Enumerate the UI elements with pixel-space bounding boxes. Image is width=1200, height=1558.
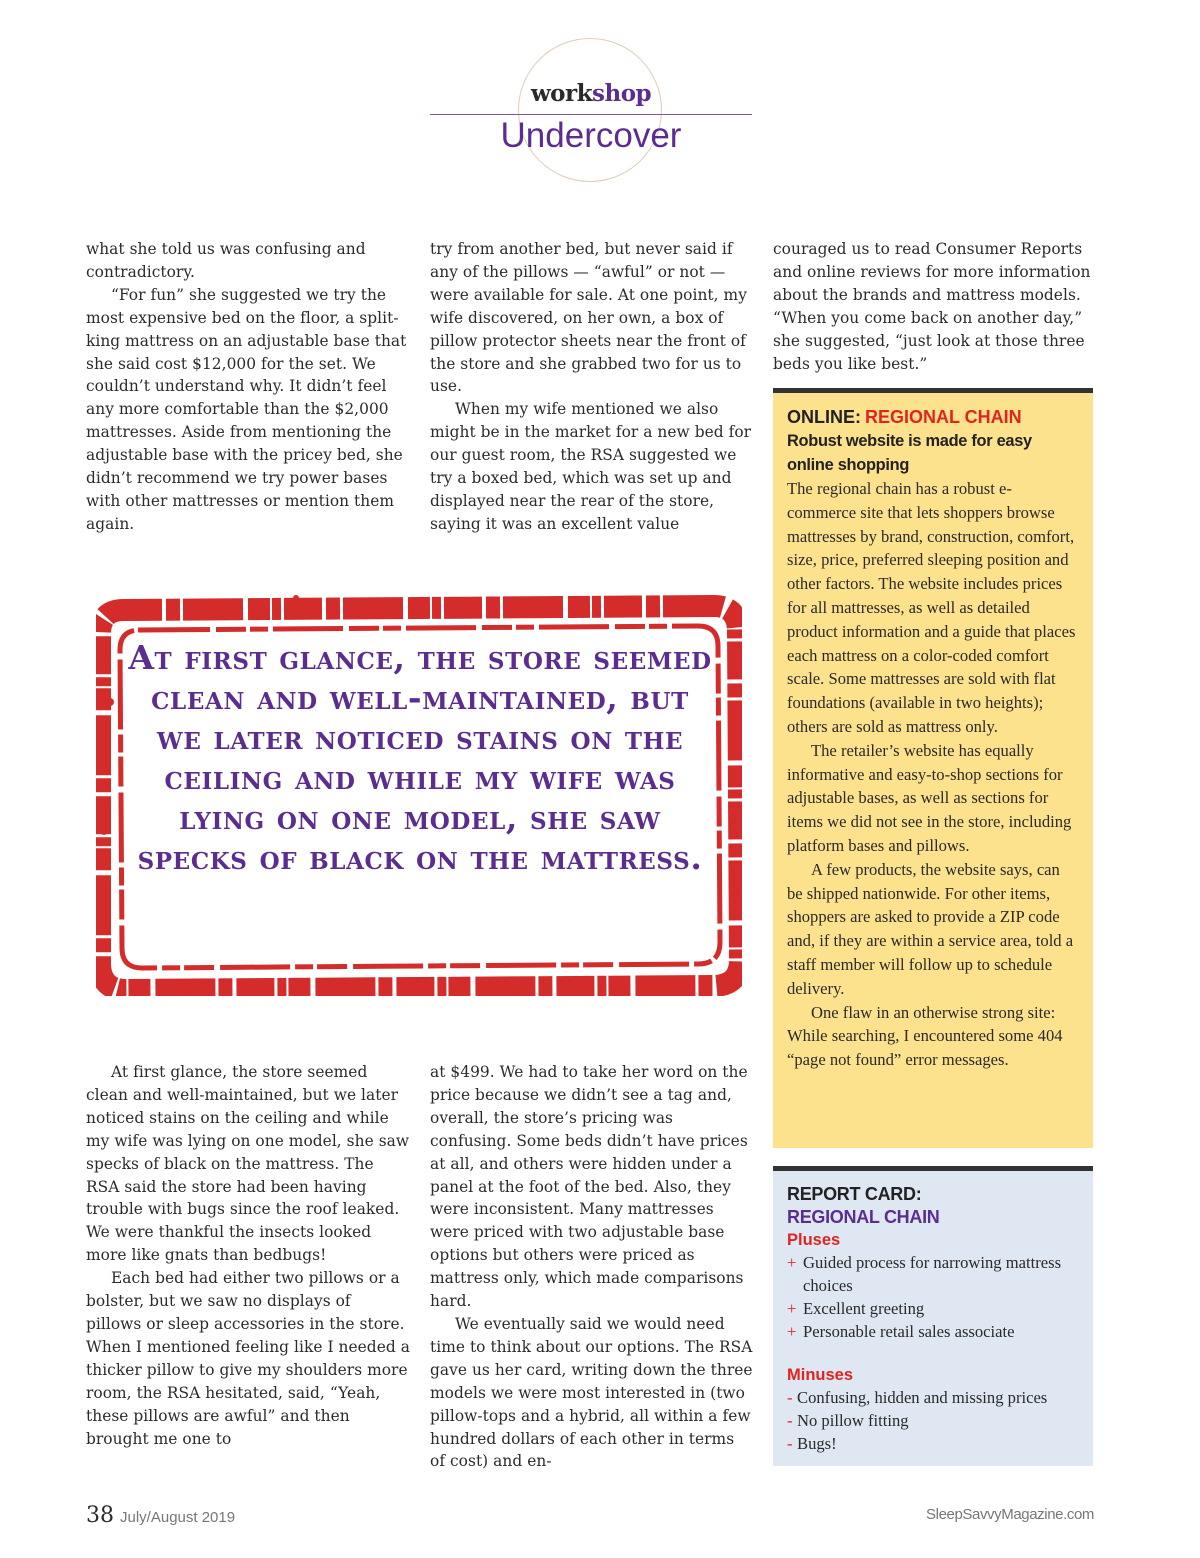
section-title: Undercover — [500, 116, 682, 155]
page-number: 38 — [86, 1503, 114, 1528]
plus-text: Guided process for narrowing mattress choices — [803, 1253, 1062, 1295]
paragraph: We eventually said we would need time to think about our options. The RSA gave us her card, writing down the three models we were most interested in (two pillow-tops and a hybrid, all within a few hundred dollars of each other in terms of cost) and en- — [430, 1314, 753, 1471]
pull-quote: At first glance, the store seemed clean and well-maintained, but we later noticed stains on the ceiling and while my wife was lying on one model, she saw specks of black on the mattress. — [128, 638, 712, 877]
online-sidebar — [773, 388, 1093, 1148]
issue-date: July/August 2019 — [120, 1509, 236, 1526]
section-kicker — [430, 80, 752, 107]
paragraph: try from another bed, but never said if any of the pillows — “awful” or not — were available for sale. At one point, my wife discovered, on her own, a box of pillow protector sheets near the front of the store and she grabbed two for us to use. — [430, 240, 747, 396]
minus-marker: - — [787, 1388, 793, 1407]
paragraph: At first glance, the store seemed clean and well-maintained, but we later noticed stains on the ceiling and while my wife was lying on one model, she saw specks of black on the mattress. The RSA said the store had been having trouble with bugs since the roof leaked. We were thankful the insects looked more like gnats than bedbugs! — [86, 1063, 410, 1265]
paragraph: what she told us was confusing and contradictory. — [86, 240, 366, 281]
paragraph: couraged us to read Consumer Reports and online reviews for more information about the brands and mattress models. “When you come back on another day,” she suggested, “just look at those three beds you like best.” — [773, 240, 1091, 373]
report-card-title: REPORT CARD: — [787, 1184, 922, 1204]
sidebar-paragraph: A few products, the website says, can be shipped nationwide. For other items, shoppers are asked to provide a ZIP code and, if they are within a service area, told a staff member will follow up to schedule delivery. — [787, 859, 1074, 998]
paragraph: When my wife mentioned we also might be in the market for a new bed for our guest room, the RSA suggested we try a boxed bed, which was set up and displayed near the rear of the store, saying it was an excellent value — [430, 400, 752, 533]
report-card — [773, 1166, 1093, 1466]
plus-text: Personable retail sales associate — [803, 1322, 1015, 1341]
minus-item — [787, 1386, 1079, 1409]
paragraph: Each bed had either two pillows or a bolster, but we saw no displays of pillows or sleep accessories in the store. When I mentioned feeling like I needed a thicker pillow to give my shoulders more room, the RSA hesitated, said, “Yeah, these pillows are awful” and then brought me one to — [86, 1269, 410, 1448]
column-3-top — [773, 238, 1095, 375]
report-card-subtitle: REGIONAL CHAIN — [787, 1207, 940, 1227]
minus-text: Confusing, hidden and missing prices — [797, 1388, 1048, 1407]
plus-text: Excellent greeting — [803, 1299, 925, 1318]
sidebar-label-accent: REGIONAL CHAIN — [865, 407, 1022, 427]
sidebar-subhead: Robust website is made for easy online shopping — [787, 432, 1032, 474]
kicker-plain: work — [530, 80, 593, 107]
column-2-bottom — [430, 1061, 754, 1473]
header-circle-ornament — [518, 38, 662, 182]
minus-item — [787, 1432, 1079, 1455]
plus-marker: + — [787, 1322, 797, 1341]
plus-item — [787, 1320, 1079, 1343]
paragraph: at $499. We had to take her word on the price because we didn’t see a tag and, overall, the store’s pricing was confusing. Some beds didn’t have prices at all, and others were hidden under a panel at the foot of the bed. Also, they were inconsistent. Many mattresses were priced with two adjustable base options but others were priced as mattress only, which made comparisons hard. — [430, 1063, 748, 1311]
pluses-label: Pluses — [787, 1231, 841, 1249]
sidebar-body — [787, 477, 1079, 1072]
paragraph: “For fun” she suggested we try the most expensive bed on the floor, a split-king mattress on an adjustable base that she said cost $12,000 for the set. We couldn’t understand why. It didn’t feel any more comfortable than the $2,000 mattresses. Aside from mentioning the adjustable base with the pricey bed, she didn’t recommend we try power bases with other mattresses or mention them again. — [86, 285, 407, 533]
plus-item — [787, 1251, 1079, 1297]
sidebar-paragraph: The regional chain has a robust e-commerce site that lets shoppers browse mattresses by brand, construction, comfort, size, price, preferred sleeping position and other factors. The website includes prices for all mattresses, as well as detailed product information and a guide that places each mattress on a color-coded comfort scale. Some mattresses are sold with flat foundations (available in two heights); others are sold as mattress only. — [787, 479, 1076, 736]
minuses-label: Minuses — [787, 1366, 854, 1384]
sidebar-paragraph: One flaw in an otherwise strong site: While searching, I encountered some 404 “page not found” error messages. — [787, 1002, 1063, 1070]
minus-text: Bugs! — [797, 1434, 837, 1453]
plus-marker: + — [787, 1253, 797, 1272]
minuses-list — [787, 1386, 1079, 1455]
pluses-list — [787, 1251, 1079, 1343]
column-1-top — [86, 238, 410, 536]
plus-item — [787, 1297, 1079, 1320]
footer-site: SleepSavvyMagazine.com — [926, 1506, 1094, 1523]
kicker-accent: shop — [592, 80, 652, 107]
minus-marker: - — [787, 1411, 793, 1430]
minus-text: No pillow fitting — [797, 1411, 909, 1430]
column-1-bottom — [86, 1061, 410, 1450]
footer-folio — [86, 1503, 235, 1528]
minus-item — [787, 1409, 1079, 1432]
column-2-top — [430, 238, 754, 536]
header-rule — [430, 114, 752, 115]
sidebar-heading — [787, 405, 1079, 429]
plus-marker: + — [787, 1299, 797, 1318]
sidebar-label: ONLINE: — [787, 407, 861, 427]
minus-marker: - — [787, 1434, 793, 1453]
sidebar-paragraph: The retailer’s website has equally informative and easy-to-shop sections for adjustable bases, as well as sections for items we did not see in the store, including platform bases and pillows. — [787, 740, 1072, 855]
